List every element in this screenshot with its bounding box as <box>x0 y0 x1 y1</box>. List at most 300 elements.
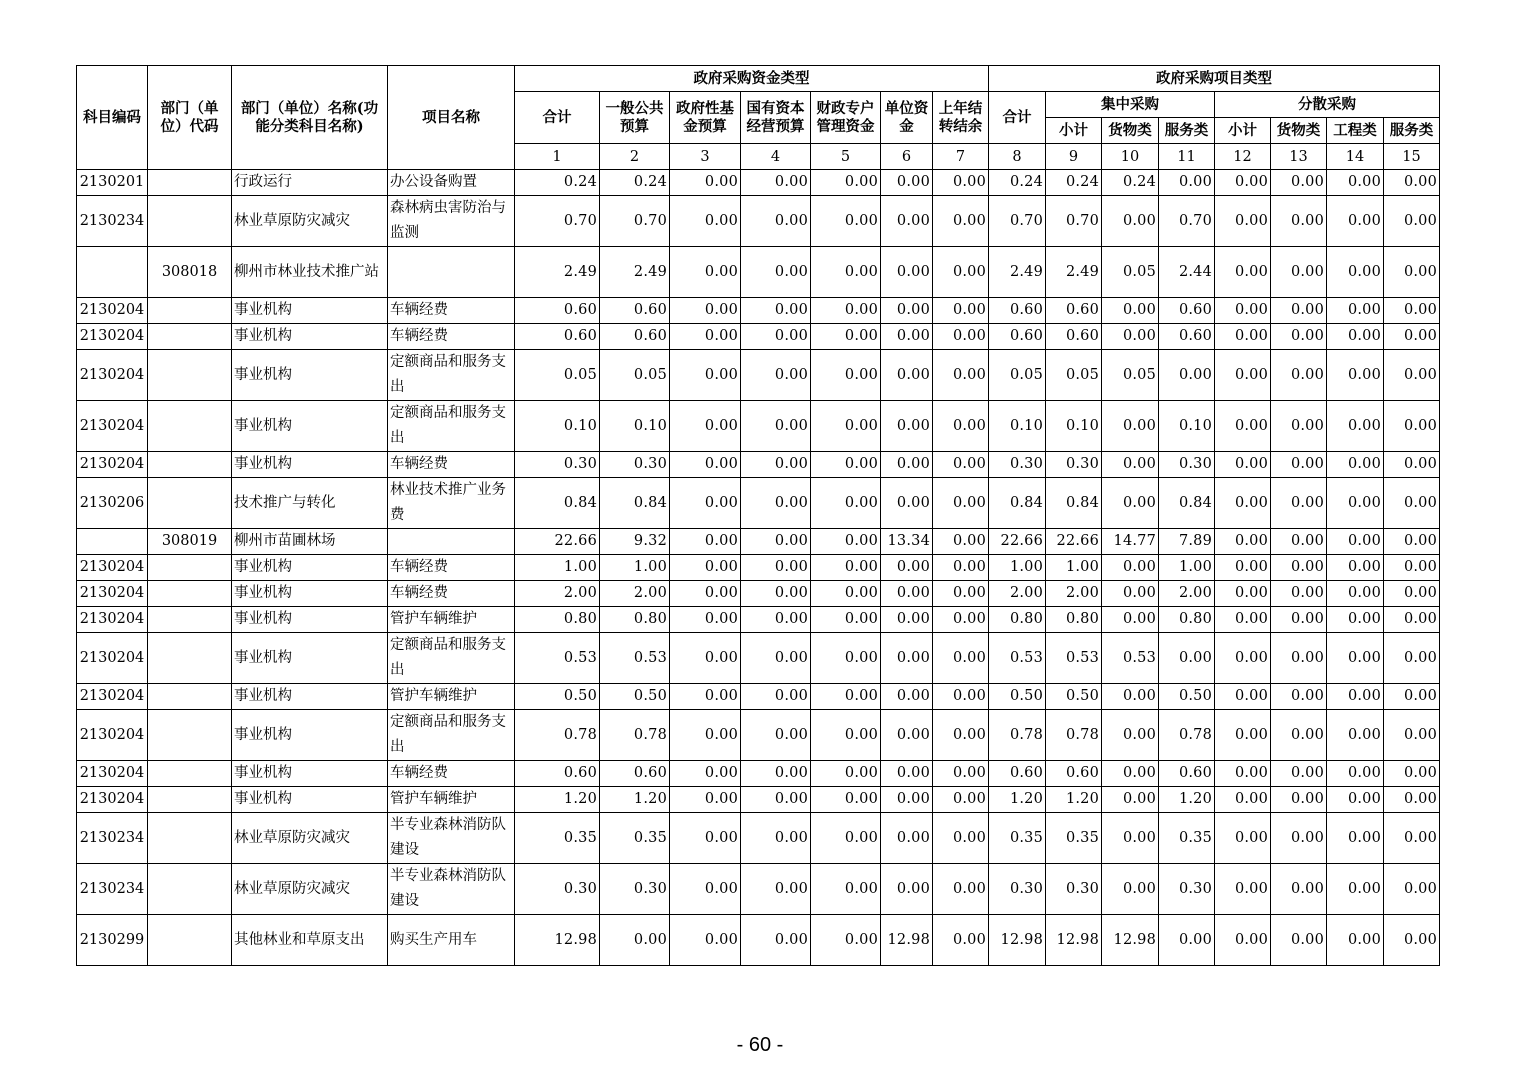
header-central-subtotal: 小计 <box>1046 118 1102 144</box>
project-name-cell: 管护车辆维护 <box>388 787 515 813</box>
amount-cell: 0.30 <box>515 452 600 478</box>
amount-cell: 2.49 <box>600 247 670 298</box>
dept-name-cell: 事业机构 <box>232 298 388 324</box>
amount-cell: 0.00 <box>881 170 933 196</box>
amount-cell: 0.00 <box>741 350 811 401</box>
table-row <box>77 607 1440 633</box>
amount-cell: 0.00 <box>1327 684 1384 710</box>
project-name-cell: 车辆经费 <box>388 452 515 478</box>
amount-cell: 0.30 <box>989 452 1046 478</box>
amount-cell: 0.84 <box>600 478 670 529</box>
amount-cell: 0.00 <box>1327 710 1384 761</box>
amount-cell: 0.00 <box>811 350 881 401</box>
amount-cell: 0.50 <box>1159 684 1215 710</box>
amount-cell: 0.60 <box>989 298 1046 324</box>
amount-cell: 0.30 <box>1159 452 1215 478</box>
amount-cell: 0.00 <box>933 761 989 787</box>
subject-code-cell: 2130204 <box>77 633 148 684</box>
amount-cell: 0.00 <box>1102 581 1159 607</box>
amount-cell: 0.00 <box>1384 761 1440 787</box>
project-name-cell: 车辆经费 <box>388 761 515 787</box>
dept-name-cell: 事业机构 <box>232 761 388 787</box>
amount-cell: 0.00 <box>1102 607 1159 633</box>
amount-cell: 0.35 <box>1046 813 1102 864</box>
column-number: 11 <box>1159 144 1215 170</box>
amount-cell: 0.00 <box>1384 864 1440 915</box>
amount-cell: 0.00 <box>1215 478 1271 529</box>
amount-cell: 0.00 <box>1271 298 1327 324</box>
amount-cell: 0.00 <box>881 607 933 633</box>
amount-cell: 0.00 <box>1271 324 1327 350</box>
amount-cell: 0.00 <box>1271 864 1327 915</box>
amount-cell: 0.00 <box>741 581 811 607</box>
amount-cell: 1.20 <box>515 787 600 813</box>
amount-cell: 0.00 <box>811 761 881 787</box>
subject-code-cell: 2130204 <box>77 350 148 401</box>
amount-cell: 0.00 <box>1271 350 1327 401</box>
amount-cell: 0.00 <box>933 452 989 478</box>
table-row <box>77 196 1440 247</box>
amount-cell: 0.00 <box>1271 478 1327 529</box>
amount-cell: 0.00 <box>933 247 989 298</box>
column-number: 4 <box>741 144 811 170</box>
amount-cell: 0.70 <box>515 196 600 247</box>
amount-cell: 0.53 <box>600 633 670 684</box>
amount-cell: 0.00 <box>881 452 933 478</box>
header-fund-total: 合计 <box>515 92 600 144</box>
amount-cell: 0.00 <box>1327 864 1384 915</box>
project-name-cell: 车辆经费 <box>388 581 515 607</box>
amount-cell: 9.32 <box>600 529 670 555</box>
amount-cell: 0.00 <box>1327 761 1384 787</box>
amount-cell: 0.00 <box>670 452 741 478</box>
amount-cell: 0.05 <box>1102 350 1159 401</box>
amount-cell: 0.00 <box>881 581 933 607</box>
amount-cell: 0.00 <box>1384 555 1440 581</box>
column-number: 9 <box>1046 144 1102 170</box>
amount-cell: 0.00 <box>670 633 741 684</box>
amount-cell: 12.98 <box>881 915 933 966</box>
amount-cell: 0.00 <box>670 401 741 452</box>
amount-cell: 0.60 <box>989 324 1046 350</box>
amount-cell: 0.00 <box>933 350 989 401</box>
amount-cell: 0.00 <box>811 529 881 555</box>
amount-cell: 0.00 <box>670 324 741 350</box>
amount-cell: 0.84 <box>515 478 600 529</box>
amount-cell: 0.00 <box>1384 298 1440 324</box>
amount-cell: 0.00 <box>741 555 811 581</box>
amount-cell: 0.00 <box>1102 710 1159 761</box>
amount-cell: 0.00 <box>811 607 881 633</box>
amount-cell: 0.00 <box>600 915 670 966</box>
amount-cell: 0.50 <box>515 684 600 710</box>
amount-cell: 0.00 <box>1384 813 1440 864</box>
amount-cell: 0.00 <box>811 864 881 915</box>
header-fund-type-group: 政府采购资金类型 <box>515 66 989 92</box>
amount-cell: 1.00 <box>1046 555 1102 581</box>
dept-code-cell <box>148 761 232 787</box>
amount-cell: 1.20 <box>1046 787 1102 813</box>
table-row <box>77 247 1440 298</box>
amount-cell: 0.00 <box>1102 787 1159 813</box>
table-row <box>77 581 1440 607</box>
header-fund-unit: 单位资金 <box>881 92 933 144</box>
amount-cell: 0.00 <box>1215 247 1271 298</box>
amount-cell: 0.00 <box>741 298 811 324</box>
column-number: 15 <box>1384 144 1440 170</box>
dept-code-cell <box>148 864 232 915</box>
header-dispersed-group: 分散采购 <box>1215 92 1440 118</box>
project-name-cell: 林业技术推广业务费 <box>388 478 515 529</box>
amount-cell: 0.00 <box>1384 633 1440 684</box>
amount-cell: 0.00 <box>811 555 881 581</box>
amount-cell: 0.00 <box>811 684 881 710</box>
amount-cell: 0.70 <box>989 196 1046 247</box>
amount-cell: 0.00 <box>933 787 989 813</box>
amount-cell: 0.00 <box>933 196 989 247</box>
amount-cell: 0.00 <box>1102 478 1159 529</box>
amount-cell: 0.00 <box>933 864 989 915</box>
amount-cell: 0.00 <box>1102 401 1159 452</box>
header-fund-general: 一般公共预算 <box>600 92 670 144</box>
dept-name-cell: 事业机构 <box>232 607 388 633</box>
amount-cell: 1.00 <box>989 555 1046 581</box>
amount-cell: 0.00 <box>1159 633 1215 684</box>
project-name-cell: 森林病虫害防治与监测 <box>388 196 515 247</box>
project-name-cell: 车辆经费 <box>388 324 515 350</box>
amount-cell: 0.00 <box>670 350 741 401</box>
amount-cell: 2.00 <box>600 581 670 607</box>
subject-code-cell: 2130204 <box>77 710 148 761</box>
column-number: 14 <box>1327 144 1384 170</box>
amount-cell: 0.60 <box>600 324 670 350</box>
amount-cell: 0.00 <box>741 196 811 247</box>
column-number: 10 <box>1102 144 1159 170</box>
amount-cell: 0.80 <box>515 607 600 633</box>
amount-cell: 0.05 <box>600 350 670 401</box>
amount-cell: 0.00 <box>741 813 811 864</box>
amount-cell: 0.00 <box>881 350 933 401</box>
amount-cell: 7.89 <box>1159 529 1215 555</box>
dept-code-cell <box>148 684 232 710</box>
header-fund-state-capital: 国有资本经营预算 <box>741 92 811 144</box>
amount-cell: 0.00 <box>811 196 881 247</box>
column-number: 6 <box>881 144 933 170</box>
subject-code-cell <box>77 247 148 298</box>
amount-cell: 0.35 <box>515 813 600 864</box>
amount-cell: 0.53 <box>1046 633 1102 684</box>
amount-cell: 0.60 <box>1159 324 1215 350</box>
amount-cell: 0.10 <box>989 401 1046 452</box>
dept-name-cell: 技术推广与转化 <box>232 478 388 529</box>
table-row <box>77 710 1440 761</box>
amount-cell: 0.00 <box>1327 298 1384 324</box>
dept-code-cell <box>148 401 232 452</box>
amount-cell: 0.00 <box>933 529 989 555</box>
amount-cell: 0.30 <box>515 864 600 915</box>
amount-cell: 0.00 <box>741 529 811 555</box>
amount-cell: 0.84 <box>989 478 1046 529</box>
amount-cell: 0.53 <box>1102 633 1159 684</box>
dept-name-cell: 行政运行 <box>232 170 388 196</box>
amount-cell: 0.30 <box>1159 864 1215 915</box>
amount-cell: 0.50 <box>600 684 670 710</box>
amount-cell: 0.78 <box>1159 710 1215 761</box>
amount-cell: 0.00 <box>1215 864 1271 915</box>
amount-cell: 0.00 <box>1215 761 1271 787</box>
header-fund-carryover: 上年结转结余 <box>933 92 989 144</box>
amount-cell: 1.00 <box>515 555 600 581</box>
header-subject-code: 科目编码 <box>77 66 148 170</box>
amount-cell: 0.00 <box>1327 529 1384 555</box>
project-name-cell: 车辆经费 <box>388 298 515 324</box>
amount-cell: 0.00 <box>741 478 811 529</box>
amount-cell: 0.00 <box>670 478 741 529</box>
column-number: 8 <box>989 144 1046 170</box>
subject-code-cell: 2130201 <box>77 170 148 196</box>
amount-cell: 0.00 <box>1384 401 1440 452</box>
amount-cell: 0.00 <box>881 684 933 710</box>
amount-cell: 0.00 <box>1271 813 1327 864</box>
amount-cell: 0.60 <box>989 761 1046 787</box>
amount-cell: 0.00 <box>1327 607 1384 633</box>
amount-cell: 0.00 <box>1215 607 1271 633</box>
project-name-cell: 办公设备购置 <box>388 170 515 196</box>
amount-cell: 0.00 <box>1215 813 1271 864</box>
amount-cell: 0.78 <box>1046 710 1102 761</box>
subject-code-cell: 2130204 <box>77 787 148 813</box>
dept-code-cell <box>148 324 232 350</box>
column-number: 5 <box>811 144 881 170</box>
amount-cell: 0.00 <box>670 684 741 710</box>
amount-cell: 0.00 <box>670 607 741 633</box>
amount-cell: 0.00 <box>881 633 933 684</box>
amount-cell: 0.84 <box>1046 478 1102 529</box>
project-name-cell: 购买生产用车 <box>388 915 515 966</box>
amount-cell: 0.00 <box>670 247 741 298</box>
amount-cell: 0.00 <box>670 761 741 787</box>
amount-cell: 0.00 <box>811 915 881 966</box>
table-row <box>77 864 1440 915</box>
subject-code-cell: 2130204 <box>77 298 148 324</box>
amount-cell: 0.60 <box>515 761 600 787</box>
amount-cell: 0.00 <box>933 710 989 761</box>
dept-name-cell: 柳州市苗圃林场 <box>232 529 388 555</box>
amount-cell: 0.80 <box>989 607 1046 633</box>
amount-cell: 0.00 <box>881 298 933 324</box>
amount-cell: 1.00 <box>600 555 670 581</box>
dept-name-cell: 林业草原防灾减灾 <box>232 813 388 864</box>
table-row <box>77 298 1440 324</box>
amount-cell: 0.00 <box>1102 684 1159 710</box>
column-number: 1 <box>515 144 600 170</box>
dept-name-cell: 事业机构 <box>232 710 388 761</box>
amount-cell: 12.98 <box>989 915 1046 966</box>
amount-cell: 0.53 <box>515 633 600 684</box>
amount-cell: 0.00 <box>670 915 741 966</box>
amount-cell: 0.60 <box>515 324 600 350</box>
table-row <box>77 170 1440 196</box>
amount-cell: 0.05 <box>989 350 1046 401</box>
amount-cell: 0.00 <box>1102 452 1159 478</box>
dept-code-cell <box>148 350 232 401</box>
amount-cell: 0.00 <box>933 401 989 452</box>
table-row <box>77 813 1440 864</box>
amount-cell: 0.00 <box>933 298 989 324</box>
amount-cell: 0.00 <box>670 196 741 247</box>
header-proj-total: 合计 <box>989 92 1046 144</box>
amount-cell: 22.66 <box>515 529 600 555</box>
amount-cell: 0.00 <box>1102 813 1159 864</box>
amount-cell: 2.00 <box>1159 581 1215 607</box>
amount-cell: 0.00 <box>933 170 989 196</box>
amount-cell: 0.78 <box>989 710 1046 761</box>
amount-cell: 0.00 <box>1327 555 1384 581</box>
header-project-type-group: 政府采购项目类型 <box>989 66 1440 92</box>
amount-cell: 0.00 <box>1271 633 1327 684</box>
amount-cell: 0.50 <box>989 684 1046 710</box>
amount-cell: 0.00 <box>1327 247 1384 298</box>
amount-cell: 0.00 <box>1327 452 1384 478</box>
amount-cell: 0.00 <box>1384 350 1440 401</box>
project-name-cell: 半专业森林消防队建设 <box>388 864 515 915</box>
amount-cell: 0.00 <box>1384 478 1440 529</box>
subject-code-cell <box>77 529 148 555</box>
dept-name-cell: 林业草原防灾减灾 <box>232 864 388 915</box>
dept-code-cell <box>148 633 232 684</box>
amount-cell: 0.00 <box>1327 478 1384 529</box>
amount-cell: 0.00 <box>933 324 989 350</box>
amount-cell: 0.00 <box>1215 452 1271 478</box>
subject-code-cell: 2130204 <box>77 324 148 350</box>
amount-cell: 0.00 <box>741 684 811 710</box>
amount-cell: 0.00 <box>1384 324 1440 350</box>
amount-cell: 12.98 <box>1046 915 1102 966</box>
amount-cell: 0.00 <box>881 401 933 452</box>
column-number: 7 <box>933 144 989 170</box>
amount-cell: 0.00 <box>933 607 989 633</box>
amount-cell: 0.80 <box>1159 607 1215 633</box>
amount-cell: 0.00 <box>1159 170 1215 196</box>
amount-cell: 2.49 <box>1046 247 1102 298</box>
amount-cell: 0.00 <box>1102 298 1159 324</box>
amount-cell: 0.70 <box>600 196 670 247</box>
dept-code-cell <box>148 298 232 324</box>
amount-cell: 0.00 <box>1271 170 1327 196</box>
amount-cell: 22.66 <box>989 529 1046 555</box>
amount-cell: 0.60 <box>1046 298 1102 324</box>
amount-cell: 0.00 <box>1384 170 1440 196</box>
amount-cell: 0.00 <box>1215 787 1271 813</box>
amount-cell: 0.00 <box>1384 787 1440 813</box>
amount-cell: 0.00 <box>1327 813 1384 864</box>
amount-cell: 0.35 <box>989 813 1046 864</box>
amount-cell: 0.00 <box>881 761 933 787</box>
table-body <box>77 170 1440 966</box>
dept-code-cell <box>148 196 232 247</box>
dept-code-cell <box>148 813 232 864</box>
table-row <box>77 350 1440 401</box>
amount-cell: 0.24 <box>989 170 1046 196</box>
project-name-cell: 车辆经费 <box>388 555 515 581</box>
amount-cell: 0.00 <box>811 787 881 813</box>
table-row <box>77 452 1440 478</box>
amount-cell: 0.00 <box>1215 529 1271 555</box>
amount-cell: 0.53 <box>989 633 1046 684</box>
dept-name-cell: 事业机构 <box>232 684 388 710</box>
dept-code-cell <box>148 170 232 196</box>
procurement-budget-table <box>76 65 1440 966</box>
amount-cell: 0.00 <box>670 710 741 761</box>
project-name-cell: 半专业森林消防队建设 <box>388 813 515 864</box>
amount-cell: 0.50 <box>1046 684 1102 710</box>
dept-name-cell: 事业机构 <box>232 401 388 452</box>
dept-code-cell <box>148 555 232 581</box>
header-dispersed-engineering: 工程类 <box>1327 118 1384 144</box>
dept-name-cell: 事业机构 <box>232 555 388 581</box>
amount-cell: 0.00 <box>1327 633 1384 684</box>
amount-cell: 0.00 <box>933 555 989 581</box>
subject-code-cell: 2130204 <box>77 684 148 710</box>
table-row <box>77 555 1440 581</box>
amount-cell: 0.00 <box>741 787 811 813</box>
dept-name-cell: 事业机构 <box>232 324 388 350</box>
amount-cell: 0.00 <box>1271 607 1327 633</box>
amount-cell: 0.30 <box>600 864 670 915</box>
amount-cell: 0.60 <box>600 298 670 324</box>
column-number: 13 <box>1271 144 1327 170</box>
amount-cell: 0.00 <box>1215 324 1271 350</box>
amount-cell: 0.00 <box>741 452 811 478</box>
amount-cell: 0.00 <box>741 915 811 966</box>
amount-cell: 0.00 <box>741 607 811 633</box>
amount-cell: 0.00 <box>1271 915 1327 966</box>
amount-cell: 0.00 <box>811 170 881 196</box>
dept-code-cell: 308019 <box>148 529 232 555</box>
subject-code-cell: 2130206 <box>77 478 148 529</box>
subject-code-cell: 2130234 <box>77 813 148 864</box>
amount-cell: 0.00 <box>1159 350 1215 401</box>
amount-cell: 0.00 <box>933 478 989 529</box>
amount-cell: 0.00 <box>881 324 933 350</box>
amount-cell: 0.00 <box>1271 787 1327 813</box>
table-row <box>77 915 1440 966</box>
amount-cell: 0.00 <box>1215 555 1271 581</box>
project-name-cell: 定额商品和服务支出 <box>388 401 515 452</box>
amount-cell: 0.05 <box>515 350 600 401</box>
amount-cell: 0.10 <box>600 401 670 452</box>
amount-cell: 0.80 <box>1046 607 1102 633</box>
amount-cell: 0.00 <box>741 633 811 684</box>
amount-cell: 0.78 <box>600 710 670 761</box>
amount-cell: 0.60 <box>600 761 670 787</box>
amount-cell: 2.00 <box>515 581 600 607</box>
amount-cell: 0.00 <box>881 555 933 581</box>
header-fund-gov-fund: 政府性基金预算 <box>670 92 741 144</box>
amount-cell: 0.30 <box>1046 452 1102 478</box>
table-row <box>77 529 1440 555</box>
project-name-cell: 定额商品和服务支出 <box>388 633 515 684</box>
dept-name-cell: 事业机构 <box>232 452 388 478</box>
amount-cell: 0.00 <box>1327 581 1384 607</box>
amount-cell: 0.00 <box>1327 787 1384 813</box>
amount-cell: 0.00 <box>670 170 741 196</box>
amount-cell: 0.00 <box>670 529 741 555</box>
dept-name-cell: 事业机构 <box>232 787 388 813</box>
amount-cell: 13.34 <box>881 529 933 555</box>
amount-cell: 0.00 <box>933 633 989 684</box>
table-row <box>77 633 1440 684</box>
